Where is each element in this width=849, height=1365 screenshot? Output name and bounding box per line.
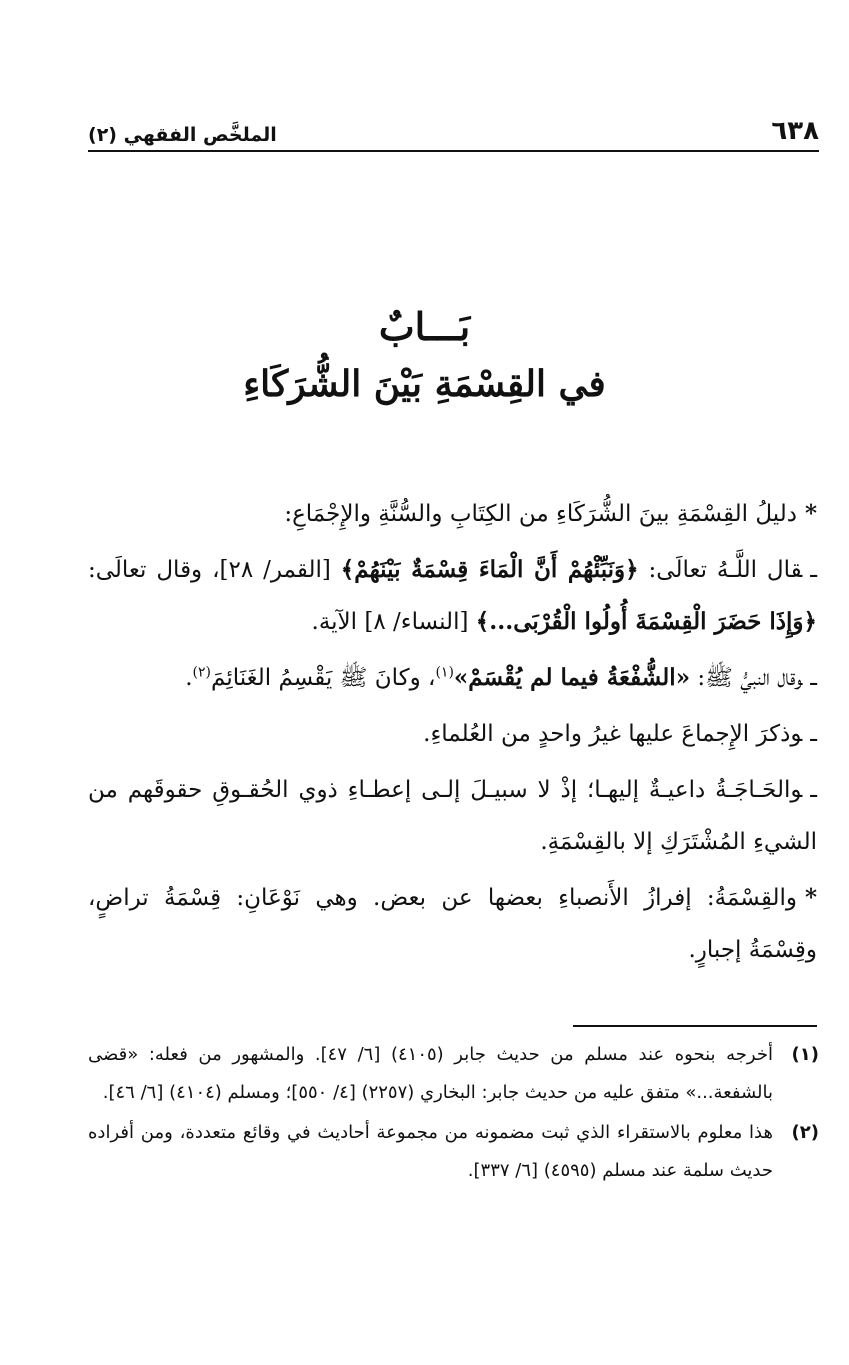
asterisk-bullet: * [804,500,817,527]
footnote-1 [88,1036,819,1112]
paragraph-text: . [185,665,193,691]
running-header [88,112,819,152]
chapter-heading [0,300,849,414]
footnote-2 [88,1114,819,1190]
book-title: الملخَّص الفقهي (٢) [88,124,277,146]
footnote-marker[interactable]: (١) [435,664,454,681]
footnote-divider [573,1025,817,1027]
dash-bullet: ـ [810,665,817,691]
dash-bullet: ـ [810,557,817,583]
footnotes [88,1036,819,1192]
paragraph-text: قال اللَّـهُ تعالَى: [648,557,803,583]
paragraph-consensus [88,708,817,760]
paragraph-text: وقال النبيُّ ﷺ: [697,665,803,691]
paragraph-evidence-heading [88,488,817,540]
verse-reference: [القمر/ ٢٨]، وقال تعالَى: [88,557,331,583]
paragraph-text: وذكرَ الإِجماعَ عليها غيرُ واحدٍ من العُلماءِ. [423,721,803,747]
chapter-label: بَـــابٌ [378,304,471,349]
quran-verse: ﴿وَنَبِّئْهُمْ أَنَّ الْمَاءَ قِسْمَةٌ بَيْنَهُمْ﴾ [340,556,639,583]
paragraph-sunnah-evidence [88,652,817,704]
asterisk-bullet: * [804,884,817,911]
quran-verse: ﴿وَإِذَا حَضَرَ الْقِسْمَةَ أُولُوا الْقُرْبَى...﴾ [475,608,817,635]
footnote-number: (١) [791,1044,819,1065]
footnote-text: هذا معلوم بالاستقراء الذي ثبت مضمونه من مجموعة أحاديث في وقائع متعددة، ومن أفراده حديث سلمة عند مسلم (٤٥٩٥) [٦/ ٣٣٧]. [88,1122,773,1181]
footnote-marker[interactable]: (٢) [192,664,212,681]
paragraph-text: ، وكانَ ﷺ يَقْسِمُ الغَنَائِمَ [211,665,436,691]
verse-reference: [النساء/ ٨] الآية. [311,609,469,635]
paragraph-definition [88,872,817,976]
paragraph-text: والقِسْمَةُ: إفرازُ الأَنصباءِ بعضها عن بعض. وهي نَوْعَانِ: قِسْمَةُ تراضٍ، وقِسْمَةُ إجبارٍ. [88,885,817,963]
paragraph-text: دليلُ القِسْمَةِ بينَ الشُّرَكَاءِ من الكِتَابِ والسُّنَّةِ والإِجْمَاعِ: [284,501,797,527]
footnote-number: (٢) [791,1122,819,1143]
paragraph-text: والحَـاجَـةُ داعيـةٌ إليهـا؛ إذْ لا سبيـلَ إلـى إعطـاءِ ذوي الحُقـوقِ حقوقَهم من الشيءِ المُشْتَرَكِ إلا بالقِسْمَةِ. [88,777,817,855]
footnote-text: أخرجه بنحوه عند مسلم من حديث جابر (٤١٠٥) [٦/ ٤٧]. والمشهور من فعله: «قضى بالشفعة...» متفق عليه من حديث جابر: البخاري (٢٢٥٧) [٤/ ٥٥٠]؛ ومسلم (٤١٠٤) [٦/ ٤٦]. [88,1044,773,1103]
page-number: ٦٣٨ [771,116,819,146]
dash-bullet: ـ [810,721,817,747]
dash-bullet: ـ [810,777,817,803]
chapter-title: في القِسْمَةِ بَيْنَ الشُّرَكَاءِ [243,363,606,405]
hadith-quote: «الشُّفْعَةُ فيما لم يُقْسَمْ» [453,664,691,691]
paragraph-need [88,764,817,868]
main-text [88,488,817,980]
paragraph-quran-evidence [88,544,817,648]
